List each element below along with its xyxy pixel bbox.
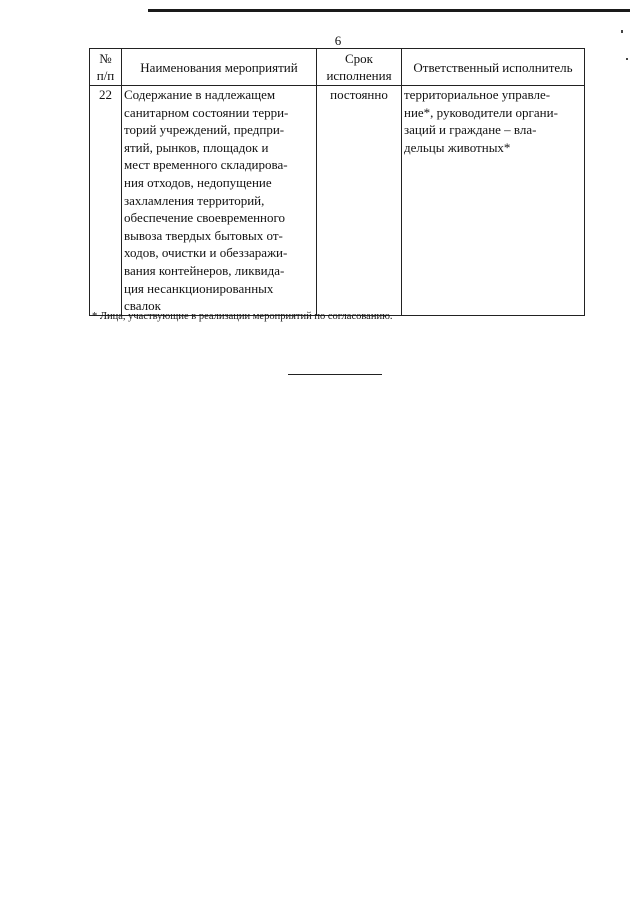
row-measure-name: Содержание в надлежащем санитарном состоянии терри- торий учреждений, предпри- ятий, рынков, площадок и мест временного складирова- ния отходов, недопущение захламления территорий, обеспечение своевременного вывоза твердых бытовых от- ходов, очистки и обеззаражи- вания контейнеров, ликвида- ция несанкционированных свалок [122, 86, 317, 316]
measures-table [89, 48, 585, 316]
top-border-line [148, 9, 630, 12]
row-deadline: постоянно [317, 86, 402, 316]
page-number: 6 [334, 33, 342, 48]
header-responsible: Ответственный исполнитель [402, 49, 585, 86]
footnote: * Лица, участвующие в реализации мероприятий по согласованию. [92, 311, 393, 322]
table-header-row [90, 49, 585, 86]
row-number: 22 [90, 86, 122, 316]
header-measure-name: Наименования мероприятий [122, 49, 317, 86]
end-divider-line [288, 374, 382, 375]
scan-artifact [621, 30, 623, 33]
header-deadline: Срок исполнения [317, 49, 402, 86]
table-row [90, 86, 585, 316]
header-number: № п/п [90, 49, 122, 86]
row-responsible: территориальное управле- ние*, руководители органи- заций и граждане – вла- дельцы животных* [402, 86, 585, 316]
scan-artifact [626, 58, 628, 60]
